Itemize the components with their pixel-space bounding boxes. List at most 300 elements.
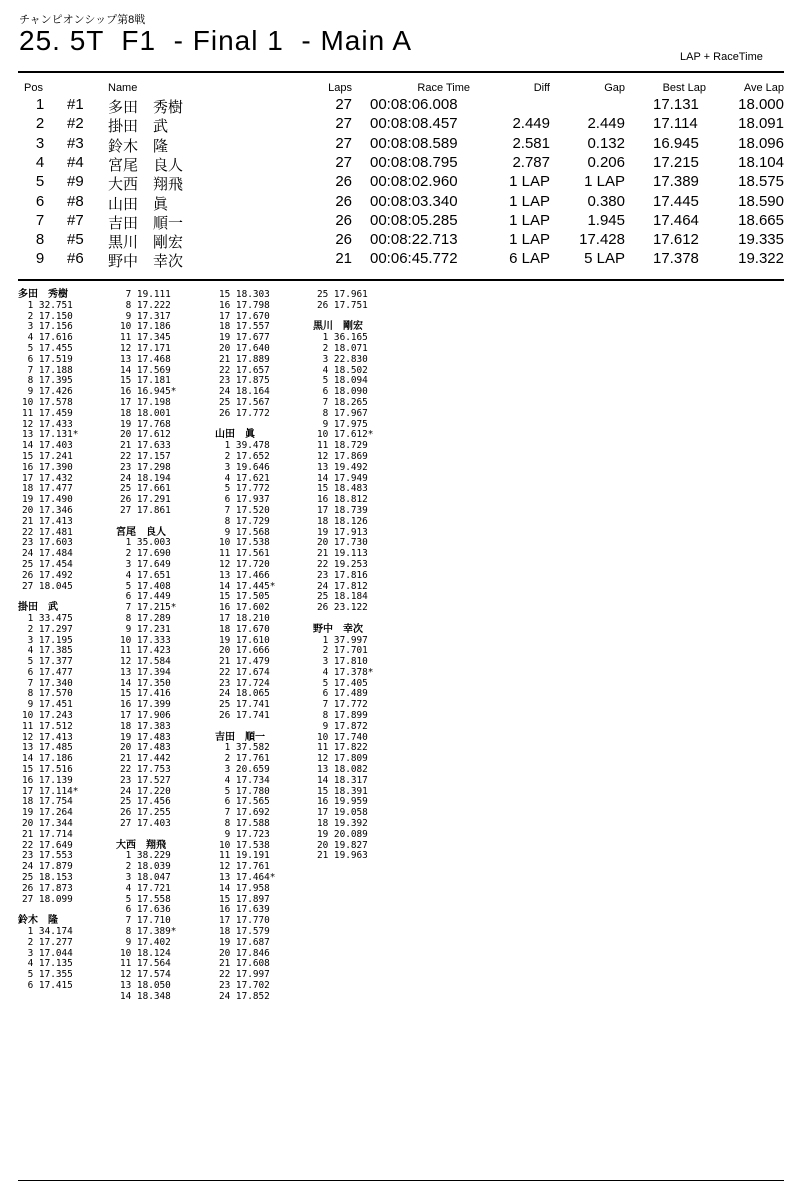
best-lap: 17.114: [653, 115, 698, 133]
lap-time: 4 17.651: [120, 569, 171, 581]
laps: 21: [335, 250, 352, 268]
lap-time: 11 17.459: [22, 407, 73, 419]
lap-time: 10 17.333: [120, 634, 171, 646]
lap-time: 20 17.730: [317, 537, 368, 549]
lap-time: 11 17.345: [120, 332, 171, 344]
driver-name: 野中 幸次: [108, 252, 184, 271]
lap-time: 20 17.344: [22, 818, 73, 830]
lap-time: 18 19.392: [317, 818, 368, 830]
lap-time: 4 18.502: [317, 364, 368, 376]
ave-lap: 19.335: [738, 231, 784, 249]
lap-time: 17 18.739: [317, 504, 368, 516]
lap-time: 9 17.231: [120, 623, 171, 635]
lap-time: 5 17.355: [22, 969, 73, 981]
lap-time: 25 17.456: [120, 796, 171, 808]
lap-time: 15 17.241: [22, 450, 73, 462]
pos: 5: [35, 173, 45, 191]
lap-time: 11 17.564: [120, 958, 171, 970]
lap-time: 9 17.317: [120, 310, 171, 322]
lap-time: 8 17.588: [219, 818, 270, 830]
race-time: 00:08:05.285: [370, 211, 458, 229]
top-rule: [18, 71, 784, 73]
lap-time: 5 18.094: [317, 375, 368, 387]
laps: 27: [335, 134, 352, 152]
ave-lap: 18.590: [738, 192, 784, 210]
result-row: [0, 154, 800, 173]
lap-time: 24 18.194: [120, 472, 171, 484]
race-time: 00:06:45.772: [370, 250, 458, 268]
lap-time: 18 18.001: [120, 407, 171, 419]
driver-lap-heading: 鈴木 隆: [18, 915, 58, 927]
lap-time: 19 17.490: [22, 494, 73, 506]
lap-time: 6 17.937: [219, 494, 270, 506]
gap: 17.428: [579, 231, 625, 249]
lap-time: 27 17.861: [120, 504, 171, 516]
lap-time: 13 19.492: [317, 461, 368, 473]
lap-time: 11 17.822: [317, 742, 368, 754]
lap-time: 26 17.873: [22, 882, 73, 894]
pos: 7: [35, 211, 45, 229]
best-lap: 17.131: [653, 96, 699, 113]
lap-time: 18 17.383: [120, 720, 171, 732]
lap-time: 17 19.058: [317, 807, 368, 819]
lap-time: 21 17.889: [219, 353, 270, 365]
lap-time: 27 18.045: [22, 580, 73, 592]
lap-times-area: [18, 290, 798, 1170]
lap-time: 13 17.464*: [219, 872, 276, 884]
driver-lap-heading: 吉田 順一: [215, 731, 265, 743]
lap-time: 20 19.827: [317, 839, 368, 851]
lap-time: 3 18.047: [120, 872, 171, 884]
lap-time: 2 17.150: [22, 310, 73, 322]
diff: 2.449: [512, 115, 550, 133]
lap-time: 19 17.483: [120, 731, 171, 743]
lap-time: 5 17.558: [120, 893, 171, 905]
lap-time: 23 17.702: [219, 980, 270, 991]
best-lap: 17.378: [653, 250, 699, 268]
lap-time: 16 17.390: [22, 461, 73, 473]
lap-time: 14 18.348: [120, 990, 171, 1002]
bottom-rule: [18, 1180, 784, 1181]
lap-time: 12 17.413: [22, 731, 73, 743]
lap-time: 17 17.906: [120, 710, 171, 722]
lap-time: 27 18.099: [22, 893, 73, 905]
col-header-race-time: Race Time: [417, 82, 470, 94]
lap-time: 13 18.050: [120, 980, 171, 991]
lap-time: 6 17.415: [22, 980, 73, 991]
lap-column: [18, 290, 113, 992]
driver-lap-heading: 山田 眞: [215, 429, 255, 441]
lap-time: 22 17.649: [22, 839, 73, 851]
diff: 1 LAP: [509, 211, 550, 229]
lap-time: 4 17.135: [22, 958, 73, 970]
lap-time: 3 17.810: [317, 656, 368, 668]
best-lap: 17.215: [653, 153, 699, 171]
lap-time: 5 17.455: [22, 342, 73, 354]
lap-time: 1 36.165: [317, 332, 368, 344]
lap-time: 6 17.636: [120, 904, 171, 916]
lap-time: 20 17.846: [219, 947, 270, 959]
best-lap: 17.612: [653, 231, 699, 249]
ave-lap: 19.322: [738, 250, 784, 268]
lap-time: 3 17.156: [22, 321, 73, 333]
lap-time: 9 17.872: [317, 720, 368, 732]
driver-lap-heading: 宮尾 良人: [116, 526, 166, 538]
lap-time: 12 17.720: [219, 558, 270, 570]
lap-time: 9 17.568: [219, 526, 270, 538]
col-header-ave-lap: Ave Lap: [743, 82, 784, 94]
lap-time: 4 17.721: [120, 882, 171, 894]
lap-time: 22 17.481: [22, 526, 73, 538]
ave-lap: 18.104: [738, 153, 784, 171]
lap-time: 23 17.816: [317, 569, 368, 581]
lap-time: 21 17.633: [120, 440, 171, 452]
lap-time: 24 17.852: [219, 990, 270, 1002]
lap-time: 14 17.403: [22, 440, 73, 452]
lap-time: 24 17.220: [120, 785, 171, 797]
diff: 6 LAP: [509, 250, 550, 268]
lap-time: 16 17.139: [22, 774, 73, 786]
lap-time: 15 18.483: [317, 483, 368, 495]
lap-time: 26 17.291: [120, 494, 171, 506]
laps: 26: [335, 211, 352, 229]
lap-time: 4 17.621: [219, 472, 270, 484]
lap-time: 20 17.640: [219, 342, 270, 354]
lap-time: 4 17.616: [22, 332, 73, 344]
lap-time: 23 17.875: [219, 375, 270, 387]
lap-time: 25 18.184: [317, 591, 368, 603]
car-number: #3: [67, 134, 84, 152]
lap-time: 21 17.608: [219, 958, 270, 970]
diff: 2.787: [512, 153, 550, 171]
lap-time: 24 18.065: [219, 688, 270, 700]
race-time: 00:08:08.589: [370, 134, 458, 152]
lap-time: 1 37.997: [317, 634, 368, 646]
lap-time: 22 19.253: [317, 558, 368, 570]
pos: 6: [35, 192, 45, 210]
race-time: 00:08:08.795: [370, 153, 458, 171]
gap: 5 LAP: [584, 250, 625, 268]
gap: 0.132: [587, 134, 625, 152]
gap: 1 LAP: [584, 173, 625, 191]
lap-time: 27 17.403: [120, 818, 171, 830]
lap-time: 10 17.612*: [317, 429, 374, 441]
lap-time: 10 18.124: [120, 947, 171, 959]
gap: 0.206: [587, 153, 625, 171]
race-time: 00:08:08.457: [370, 115, 458, 133]
ave-lap: 18.000: [738, 96, 784, 113]
best-lap: 17.445: [653, 192, 699, 210]
result-row: [0, 193, 800, 212]
lap-time: 20 17.612: [120, 429, 171, 441]
lap-time: 24 17.484: [22, 548, 73, 560]
col-header-best-lap: Best Lap: [662, 82, 706, 94]
lap-time: 3 22.830: [317, 353, 368, 365]
driver-name: 宮尾 良人: [108, 155, 184, 174]
lap-time: 19 17.264: [22, 807, 73, 819]
lap-time: 15 17.416: [120, 688, 171, 700]
lap-time: 8 17.729: [219, 515, 270, 527]
car-number: #9: [67, 173, 84, 191]
lap-time: 12 17.433: [22, 418, 73, 430]
driver-lap-heading: 黒川 剛宏: [313, 321, 363, 333]
lap-time: 6 17.489: [317, 688, 368, 700]
result-row: [0, 212, 800, 231]
lap-time: 5 17.405: [317, 677, 368, 689]
lap-time: 16 17.399: [120, 699, 171, 711]
diff: 2.581: [512, 134, 550, 152]
result-row: [0, 115, 800, 134]
lap-time: 26 17.255: [120, 807, 171, 819]
lap-time: 18 17.477: [22, 483, 73, 495]
lap-time: 2 17.690: [120, 548, 171, 560]
lap-time: 12 17.584: [120, 656, 171, 668]
lap-time: 25 17.661: [120, 483, 171, 495]
lap-time: 8 17.222: [120, 299, 171, 311]
lap-time: 26 17.741: [219, 710, 270, 722]
lap-time: 9 17.402: [120, 936, 171, 948]
laps: 27: [335, 96, 352, 113]
lap-time: 12 17.809: [317, 753, 368, 765]
lap-time: 1 37.582: [219, 742, 270, 754]
pos: 9: [35, 250, 45, 268]
lap-time: 25 17.567: [219, 396, 270, 408]
lap-time: 6 17.449: [120, 591, 171, 603]
driver-name: 鈴木 隆: [108, 136, 169, 155]
lap-time: 14 17.350: [120, 677, 171, 689]
lap-time: 1 39.478: [219, 440, 270, 452]
pos: 1: [35, 96, 45, 113]
lap-time: 11 18.729: [317, 440, 368, 452]
lap-time: 23 17.603: [22, 537, 73, 549]
car-number: #8: [67, 192, 84, 210]
driver-name: 多田 秀樹: [108, 98, 184, 116]
lap-time: 15 17.516: [22, 764, 73, 776]
lap-time: 15 17.897: [219, 893, 270, 905]
ave-lap: 18.665: [738, 211, 784, 229]
race-time: 00:08:02.960: [370, 173, 458, 191]
lap-time: 20 17.346: [22, 504, 73, 516]
race-time: 00:08:06.008: [370, 96, 458, 113]
lap-time: 16 17.602: [219, 602, 270, 614]
lap-time: 21 17.479: [219, 656, 270, 668]
lap-time: 22 17.753: [120, 764, 171, 776]
race-time: 00:08:03.340: [370, 192, 458, 210]
lap-time: 16 17.798: [219, 299, 270, 311]
driver-lap-heading: 掛田 武: [18, 602, 58, 614]
lap-time: 20 17.483: [120, 742, 171, 754]
lap-time: 7 17.692: [219, 807, 270, 819]
lap-time: 4 17.378*: [317, 666, 374, 678]
results-bottom-rule: [18, 279, 784, 281]
gap: 0.380: [587, 192, 625, 210]
lap-time: 1 35.003: [120, 537, 171, 549]
lap-time: 10 17.186: [120, 321, 171, 333]
lap-time: 23 17.724: [219, 677, 270, 689]
event-subtitle: チャンピオンシップ第8戦: [19, 14, 146, 26]
pos: 8: [35, 231, 45, 249]
lap-time: 11 17.423: [120, 645, 171, 657]
lap-time: 3 17.649: [120, 558, 171, 570]
lap-time: 19 17.768: [120, 418, 171, 430]
best-lap: 17.389: [653, 173, 699, 191]
lap-time: 8 17.289: [120, 612, 171, 624]
lap-time: 26 23.122: [317, 602, 368, 614]
lap-time: 24 17.812: [317, 580, 368, 592]
lap-time: 22 17.997: [219, 969, 270, 981]
lap-time: 10 17.243: [22, 710, 73, 722]
lap-time: 5 17.408: [120, 580, 171, 592]
lap-time: 21 17.442: [120, 753, 171, 765]
lap-time: 2 18.039: [120, 861, 171, 873]
lap-time: 1 33.475: [22, 612, 73, 624]
col-header-pos: Pos: [24, 82, 43, 94]
lap-time: 2 17.652: [219, 450, 270, 462]
lap-time: 19 17.687: [219, 936, 270, 948]
driver-lap-heading: 野中 幸次: [313, 623, 363, 635]
laps: 27: [335, 115, 352, 133]
lap-time: 19 17.913: [317, 526, 368, 538]
lap-time: 10 17.538: [219, 537, 270, 549]
car-number: #2: [67, 115, 84, 133]
lap-time: 4 17.734: [219, 774, 270, 786]
col-header-laps: Laps: [328, 82, 352, 94]
lap-time: 19 17.610: [219, 634, 270, 646]
lap-time: 25 17.961: [317, 289, 368, 300]
lap-time: 5 17.772: [219, 483, 270, 495]
driver-name: 吉田 順一: [108, 213, 184, 232]
ave-lap: 18.091: [738, 115, 784, 133]
lap-time: 16 19.959: [317, 796, 368, 808]
driver-lap-heading: 大西 翔飛: [116, 839, 166, 851]
lap-time: 19 20.089: [317, 828, 368, 840]
lap-time: 7 17.772: [317, 699, 368, 711]
lap-time: 9 17.975: [317, 418, 368, 430]
lap-time: 3 20.659: [219, 764, 270, 776]
lap-time: 11 17.561: [219, 548, 270, 560]
car-number: #1: [67, 96, 84, 113]
lap-time: 12 17.869: [317, 450, 368, 462]
ave-lap: 18.096: [738, 134, 784, 152]
best-lap: 16.945: [653, 134, 699, 152]
lap-time: 14 17.949: [317, 472, 368, 484]
laps: 26: [335, 192, 352, 210]
pos: 3: [35, 134, 45, 152]
lap-time: 2 17.701: [317, 645, 368, 657]
lap-time: 1 38.229: [120, 850, 171, 862]
lap-time: 13 17.394: [120, 666, 171, 678]
lap-time: 26 17.772: [219, 407, 270, 419]
diff: 1 LAP: [509, 231, 550, 249]
lap-time: 16 18.812: [317, 494, 368, 506]
lap-time: 23 17.298: [120, 461, 171, 473]
mode-label: LAP + RaceTime: [680, 51, 763, 63]
lap-time: 17 17.432: [22, 472, 73, 484]
lap-time: 8 17.899: [317, 710, 368, 722]
lap-time: 14 17.186: [22, 753, 73, 765]
lap-time: 3 19.646: [219, 461, 270, 473]
lap-time: 7 18.265: [317, 396, 368, 408]
lap-time: 26 17.492: [22, 569, 73, 581]
lap-time: 9 17.723: [219, 828, 270, 840]
gap: 2.449: [587, 115, 625, 133]
lap-time: 10 17.740: [317, 731, 368, 743]
lap-time: 22 17.674: [219, 666, 270, 678]
pos: 4: [35, 153, 45, 171]
car-number: #4: [67, 153, 84, 171]
lap-time: 16 16.945*: [120, 386, 177, 398]
lap-time: 7 19.111: [120, 289, 171, 300]
lap-time: 8 17.570: [22, 688, 73, 700]
results-header-row: [0, 82, 800, 96]
lap-time: 15 18.391: [317, 785, 368, 797]
lap-time: 12 17.761: [219, 861, 270, 873]
lap-time: 9 17.451: [22, 699, 73, 711]
lap-time: 15 17.181: [120, 375, 171, 387]
lap-time: 7 17.710: [120, 915, 171, 927]
lap-time: 3 17.195: [22, 634, 73, 646]
col-header-name: Name: [108, 82, 138, 94]
lap-time: 6 17.565: [219, 796, 270, 808]
lap-time: 1 32.751: [22, 299, 73, 311]
lap-time: 18 17.670: [219, 623, 270, 635]
result-row: [0, 135, 800, 154]
lap-time: 2 17.277: [22, 936, 73, 948]
lap-time: 13 17.468: [120, 353, 171, 365]
lap-time: 14 18.317: [317, 774, 368, 786]
lap-column: [313, 290, 408, 862]
lap-time: 13 17.131*: [22, 429, 79, 441]
driver-name: 山田 眞: [108, 194, 169, 213]
lap-time: 25 17.741: [219, 699, 270, 711]
lap-time: 19 17.677: [219, 332, 270, 344]
lap-time: 6 17.519: [22, 353, 73, 365]
lap-time: [116, 517, 211, 528]
lap-time: 25 17.454: [22, 558, 73, 570]
lap-time: 23 17.527: [120, 774, 171, 786]
lap-time: 26 17.751: [317, 299, 368, 311]
lap-time: 12 17.574: [120, 969, 171, 981]
lap-column: [116, 290, 211, 1003]
car-number: #6: [67, 250, 84, 268]
car-number: #5: [67, 231, 84, 249]
lap-time: 2 18.071: [317, 342, 368, 354]
ave-lap: 18.575: [738, 173, 784, 191]
lap-time: 11 19.191: [219, 850, 270, 862]
lap-time: 23 17.553: [22, 850, 73, 862]
lap-time: 17 17.114*: [22, 785, 79, 797]
page-title: 25. 5T F1 - Final 1 - Main A: [19, 25, 413, 56]
lap-time: 18 18.126: [317, 515, 368, 527]
lap-time: 22 17.657: [219, 364, 270, 376]
car-number: #7: [67, 211, 84, 229]
lap-time: 7 17.520: [219, 504, 270, 516]
lap-time: 8 17.395: [22, 375, 73, 387]
lap-time: 2 17.761: [219, 753, 270, 765]
lap-time: 15 18.303: [219, 289, 270, 300]
lap-time: 17 17.198: [120, 396, 171, 408]
lap-time: 14 17.445*: [219, 580, 276, 592]
lap-time: 8 17.967: [317, 407, 368, 419]
lap-time: 8 17.389*: [120, 926, 177, 938]
lap-time: 15 17.505: [219, 591, 270, 603]
lap-time: 9 17.426: [22, 386, 73, 398]
diff: 1 LAP: [509, 192, 550, 210]
lap-time: 10 17.538: [219, 839, 270, 851]
lap-time: 16 17.639: [219, 904, 270, 916]
lap-time: 11 17.512: [22, 720, 73, 732]
result-row: [0, 173, 800, 192]
